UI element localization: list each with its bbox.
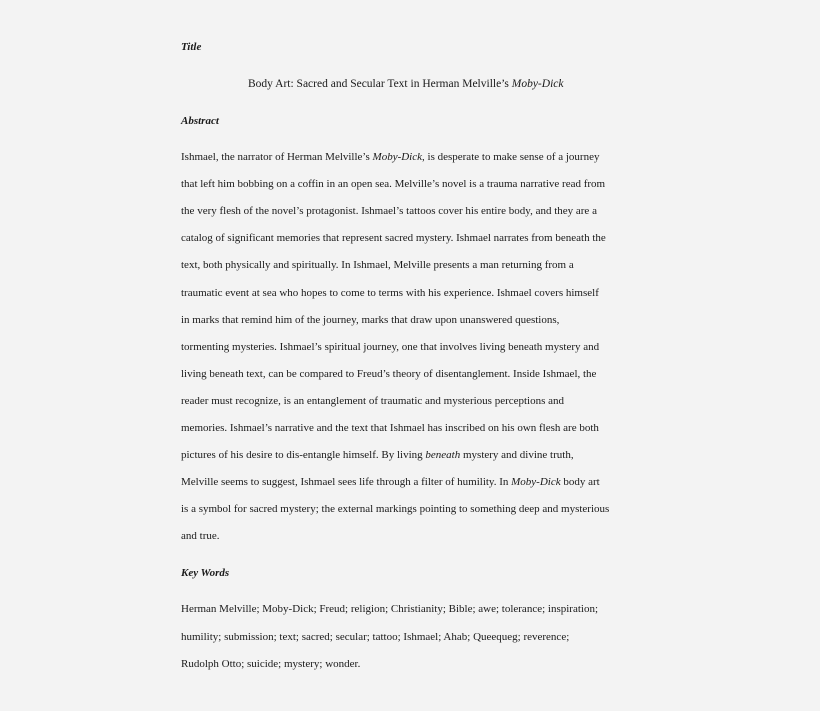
paper-title-italic: Moby-Dick — [511, 78, 564, 90]
abstract-line: pictures of his desire to dis-entangle himself. By living beneath mystery and divine truth, — [181, 449, 574, 461]
abstract-line: the very flesh of the novel’s protagonist. Ishmael’s tattoos cover his entire body, and they are a — [181, 205, 597, 217]
abstract-line: tormenting mysteries. Ishmael’s spiritual journey, one that involves living beneath mystery and — [181, 341, 600, 353]
abstract-line: text, both physically and spiritually. In Ishmael, Melville presents a man returning from a — [181, 259, 574, 271]
paper-title — [248, 77, 563, 91]
title-heading: Title — [181, 41, 202, 53]
abstract-line: and true. — [181, 530, 220, 542]
abstract-line: reader must recognize, is an entanglement of traumatic and mysterious perceptions and — [181, 395, 565, 407]
abstract-line: living beneath text, can be compared to Freud’s theory of disentanglement. Inside Ishmael, the — [181, 368, 597, 380]
abstract-heading: Abstract — [181, 115, 219, 127]
abstract-line: traumatic event at sea who hopes to come to terms with his experience. Ishmael covers himself — [181, 287, 599, 299]
abstract-line: Melville seems to suggest, Ishmael sees life through a filter of humility. In Moby-Dick body art — [181, 476, 600, 488]
keywords-line: Herman Melville; Moby-Dick; Freud; religion; Christianity; Bible; awe; tolerance; inspiration; — [181, 603, 598, 615]
keywords-heading: Key Words — [181, 567, 230, 579]
abstract-line: in marks that remind him of the journey, marks that draw upon unanswered questions, — [181, 314, 560, 326]
abstract-line: catalog of significant memories that represent sacred mystery. Ishmael narrates from beneath the — [181, 232, 606, 244]
abstract-line: is a symbol for sacred mystery; the external markings pointing to something deep and mysterious — [181, 503, 610, 515]
abstract-line: that left him bobbing on a coffin in an open sea. Melville’s novel is a trauma narrative read from — [181, 178, 606, 190]
abstract-line: Ishmael, the narrator of Herman Melville’s Moby-Dick, is desperate to make sense of a journey — [181, 151, 600, 163]
abstract-line: memories. Ishmael’s narrative and the text that Ishmael has inscribed on his own flesh are both — [181, 422, 599, 434]
keywords-line: humility; submission; text; sacred; secular; tattoo; Ishmael; Ahab; Queequeg; reverence; — [181, 631, 570, 643]
paper-title-text: Body Art: Sacred and Secular Text in Herman Melville’s — [248, 78, 512, 90]
keywords-line: Rudolph Otto; suicide; mystery; wonder. — [181, 658, 361, 670]
